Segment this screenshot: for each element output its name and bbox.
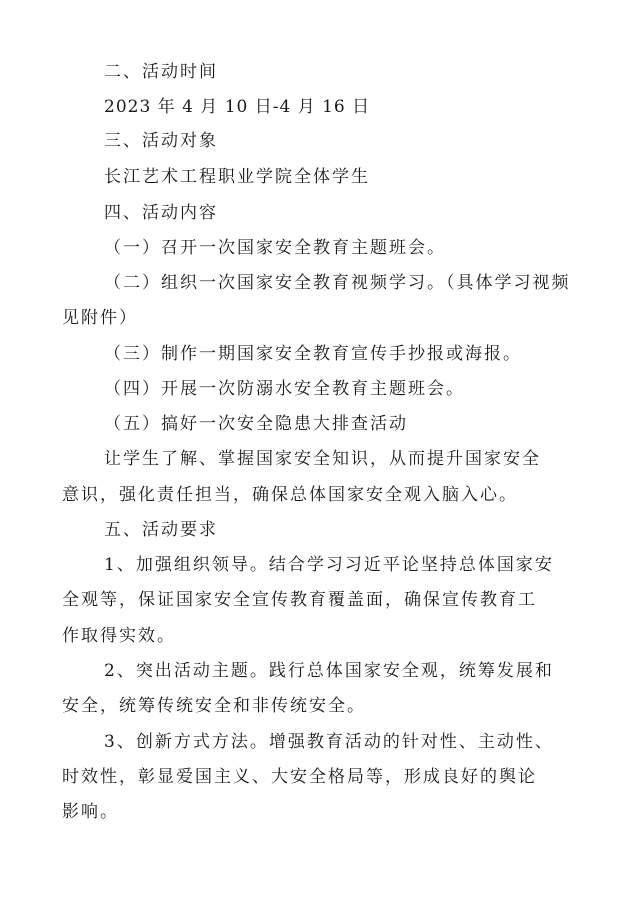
section-heading-activity-content: 四、活动内容 [104,203,218,223]
requirement-2-line-1: 2、突出活动主题。践行总体国家安全观，统筹发展和 [104,661,554,681]
content-item-5: （五）搞好一次安全隐患大排查活动 [104,414,408,434]
content-item-3: （三）制作一期国家安全教育宣传手抄报或海报。 [104,344,522,364]
section-heading-activity-time: 二、活动时间 [104,62,218,82]
activity-target-text: 长江艺术工程职业学院全体学生 [104,167,370,187]
content-item-2-continued: 见附件） [62,308,138,328]
activity-date-range: 2023 年 4 月 10 日-4 月 16 日 [104,97,371,117]
content-item-4: （四）开展一次防溺水安全教育主题班会。 [104,379,465,399]
content-item-2: （二）组织一次国家安全教育视频学习。（具体学习视频 [104,273,571,293]
content-purpose-line-2: 意识，强化责任担当，确保总体国家安全观入脑入心。 [62,485,518,505]
requirement-1-line-2: 全观等，保证国家安全宣传教育覆盖面，确保宣传教育工 [62,590,537,610]
requirement-2-line-2: 安全，统筹传统安全和非传统安全。 [62,696,366,716]
requirement-1-line-3: 作取得实效。 [62,626,176,646]
requirement-3-line-2: 时效性，彰显爱国主义、大安全格局等，形成良好的舆论 [62,767,537,787]
requirement-1-line-1: 1、加强组织领导。结合学习习近平论坚持总体国家安 [104,555,554,575]
section-heading-requirements: 五、活动要求 [104,520,218,540]
requirement-3-line-3: 影响。 [62,802,119,822]
content-purpose-line-1: 让学生了解、掌握国家安全知识，从而提升国家安全 [104,449,541,469]
requirement-3-line-1: 3、创新方式方法。增强教育活动的针对性、主动性、 [104,732,554,752]
content-item-1: （一）召开一次国家安全教育主题班会。 [104,238,446,258]
section-heading-activity-target: 三、活动对象 [104,131,218,151]
